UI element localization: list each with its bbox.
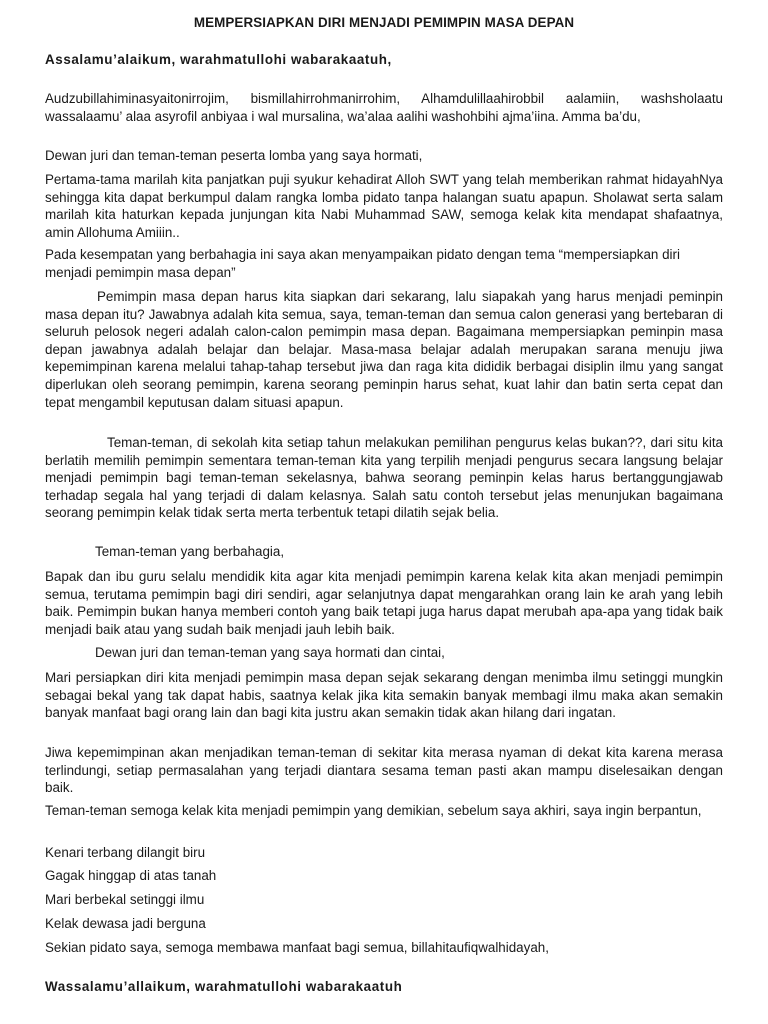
paragraph-greeting-jury: Dewan juri dan teman-teman peserta lomba yang saya hormati, — [45, 148, 423, 163]
paragraph-greeting-jury-2: Dewan juri dan teman-teman yang saya hormati dan cintai, — [95, 645, 445, 660]
paragraph-leadership-spirit: Jiwa kepemimpinan akan menjadikan teman-teman di sekitar kita merasa nyaman di dekat kita karena merasa terlindungi, setiap permasalahan yang terjadi diantara sesama teman pasti akan mampu diselesaikan dengan baik. — [45, 745, 723, 796]
paragraph-seek-knowledge: Mari persiapkan diri kita menjadi pemimpin masa depan sejak sekarang dengan menimba ilmu setinggi mungkin sebagai bekal yang tak dapat habis, saatnya kelak jika kita semakin banyak membagi ilmu maka akan semakin banyak manfaat bagi orang lain dan bagi kita justru akan semakin tidak akan hilang dari ingatan. — [45, 670, 723, 721]
opening-salam: Assalamu’alaikum, warahmatullohi wabarakaatuh, — [45, 52, 392, 67]
paragraph-teachers: Bapak dan ibu guru selalu mendidik kita agar kita menjadi pemimpin karena kelak kita akan menjadi pemimpin semua, terutama pemimpin bagi diri sendiri, agar selanjutnya dapat mengarahkan orang lain ke arah yang lebih baik. Pemimpin bukan hanya memberi contoh yang baik tetapi juga harus dapat merubah apa-apa yang tidak baik menjadi baik atau yang sudah baik menjadi jauh lebih baik. — [45, 569, 723, 637]
paragraph-theme: Pada kesempatan yang berbahagia ini saya akan menyampaikan pidato dengan tema “mempersiapkan diri menjadi pemimpin masa depan” — [45, 247, 680, 280]
paragraph-pantun-intro: Teman-teman semoga kelak kita menjadi pemimpin yang demikian, sebelum saya akhiri, saya ingin berpantun, — [45, 803, 702, 818]
paragraph-opening-prayer: Audzubillahiminasyaitonirrojim, bismillahirrohmanirrohim, Alhamdulillaahirobbil aalamiin, washsholaatu wassalaamu’ alaa asyrofil anbiyaa i wal mursalina, wa’alaa aalihi washohbihi ajma’iina. Amma ba’du, — [45, 91, 723, 124]
paragraph-future-leaders: Pemimpin masa depan harus kita siapkan dari sekarang, lalu siapakah yang harus menjadi peminpin masa depan itu? Jawabnya adalah kita semua, saya, teman-teman dan semua calon generasi yang bertebaran di seluruh pelosok negeri adalah calon-calon pemimpin masa depan. Bagaimana mempersiapkan peminpin masa depan jawabnya adalah belajar dan belajar. Masa-masa belajar adalah merupakan sarana menuju jiwa kepemimpinan karena melalui tahap-tahap tersebut jiwa dan raga kita dididik berbagai disiplin ilmu yang sangat diperlukan oleh seorang pemimpin, karena seorang peminpin harus sehat, kuat lahir dan batin serta cepat dan tepat mengambil keputusan dalam situasi apapun. — [45, 289, 723, 410]
paragraph-gratitude: Pertama-tama marilah kita panjatkan puji syukur kehadirat Alloh SWT yang telah memberikan rahmat hidayahNya sehingga kita dapat berkumpul dalam rangka lomba pidato tanpa halangan suatu apapun. Sholawat serta salam marilah kita haturkan kepada junjungan kita Nabi Muhammad SAW, semoga kelak kita mendapat shafaatnya, amin Allohuma Amiiin.. — [45, 172, 723, 240]
pantun-line-4: Kelak dewasa jadi berguna — [45, 916, 206, 931]
document-title: MEMPERSIAPKAN DIRI MENJADI PEMIMPIN MASA DEPAN — [193, 15, 575, 30]
pantun-line-2: Gagak hinggap di atas tanah — [45, 868, 217, 883]
pantun-line-1: Kenari terbang dilangit biru — [45, 845, 206, 860]
paragraph-class-election: Teman-teman, di sekolah kita setiap tahun melakukan pemilihan pengurus kelas bukan??, dari situ kita berlatih memilih pemimpin sementara teman-teman kita yang terpilih menjadi pengurus secara langsung belajar menjadi pemimpin bagi teman-teman sekelasnya, bahwa seorang peminpin kelas harus bertanggungjawab terhadap segala hal yang terjadi di dalam kelasnya. Salah satu contoh tersebut jelas menunjukan bagaimana seorang pemimpin kelak tidak serta merta terbentuk tetapi dilatih sejak belia. — [45, 435, 723, 521]
closing-salam: Wassalamu’allaikum, warahmatullohi wabarakaatuh — [45, 979, 403, 994]
paragraph-greeting-friends: Teman-teman yang berbahagia, — [95, 544, 285, 559]
paragraph-closing: Sekian pidato saya, semoga membawa manfaat bagi semua, billahitaufiqwalhidayah, — [45, 940, 549, 955]
pantun-line-3: Mari berbekal setinggi ilmu — [45, 892, 205, 907]
